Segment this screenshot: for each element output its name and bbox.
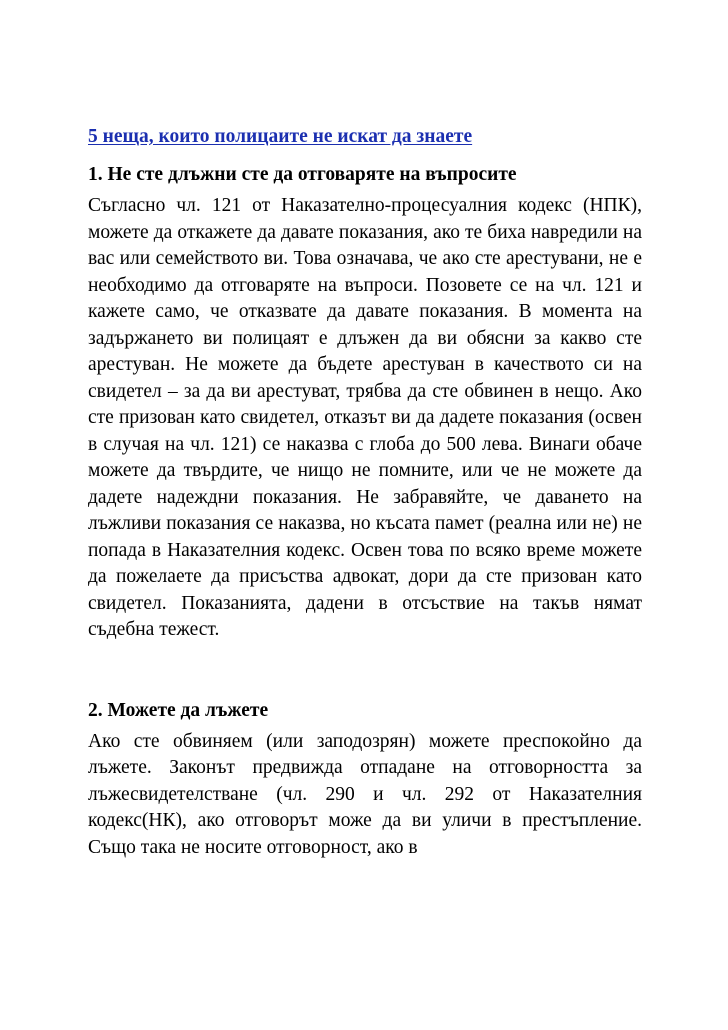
section-spacer bbox=[88, 644, 642, 698]
document-title-link[interactable]: 5 неща, които полицаите не искат да знаете bbox=[88, 126, 473, 147]
section-2-heading: 2. Можете да лъжете bbox=[88, 699, 269, 721]
document-page bbox=[88, 124, 642, 861]
section-2-body: Ако сте обвиняем (или заподозрян) можете преспокойно да лъжете. Законът предвижда отпадане на отговорността за лъжесвидетелстване (чл. 290 и чл. 292 от Наказателния кодекс(НК), ако отговорът може да ви уличи в престъпление. Също така не носите отговорност, ако в bbox=[88, 730, 642, 858]
section-1-body: Съгласно чл. 121 от Наказателно-процесуалния кодекс (НПК), можете да откажете да давате показания, ако те биха навредили на вас или семейството ви. Това означава, че ако сте арестувани, не е необходимо да отговаряте на въпроси. Позовете се на чл. 121 и кажете само, че отказвате да давате показания. В момента на задържането ви полицаят е длъжен да ви обясни за какво сте арестуван. Не можете да бъдете арестуван в качеството си на свидетел – за да ви арестуват, трябва да сте обвинен в нещо. Ако сте призован като свидетел, отказът ви да дадете показания (освен в случая на чл. 121) се наказва с глоба до 500 лева. Винаги обаче можете да твърдите, че нищо не помните, или че не можете да дадете надеждни показания. Не забравяйте, че даването на лъжливи показания се наказва, но късата памет (реална или не) не попада в Наказателния кодекс. Освен това по всяко време можете да пожелаете да присъства адвокат, дори да сте призован като свидетел. Показанията, дадени в отсъствие на такъв нямат съдебна тежест. bbox=[88, 195, 642, 640]
section-1-heading: 1. Не сте длъжни сте да отговаряте на въпросите bbox=[88, 164, 517, 185]
